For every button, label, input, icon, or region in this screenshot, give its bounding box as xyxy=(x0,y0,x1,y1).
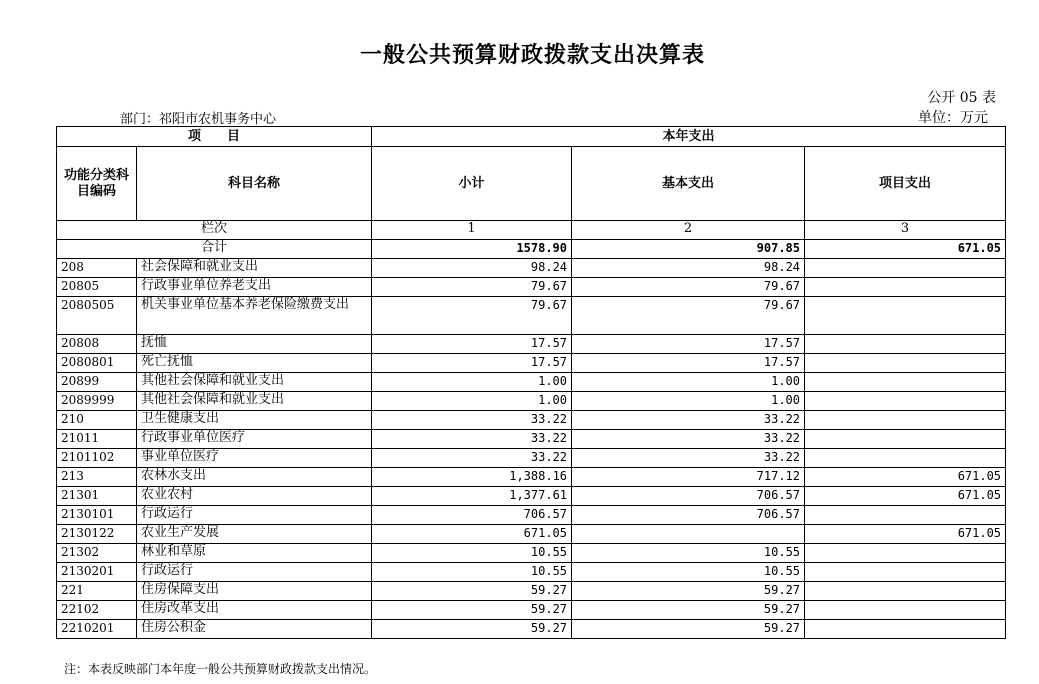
row-name: 死亡抚恤 xyxy=(137,354,372,373)
row-name: 卫生健康支出 xyxy=(137,411,372,430)
row-project: 671.05 xyxy=(805,487,1006,506)
row-project xyxy=(805,582,1006,601)
table-row xyxy=(57,354,1006,373)
row-basic: 59.27 xyxy=(572,582,805,601)
row-subtotal: 98.24 xyxy=(372,259,572,278)
table-row xyxy=(57,525,1006,544)
table-row xyxy=(57,487,1006,506)
row-basic: 59.27 xyxy=(572,601,805,620)
row-name: 行政事业单位医疗 xyxy=(137,430,372,449)
row-code: 2101102 xyxy=(57,449,137,468)
table-row xyxy=(57,468,1006,487)
row-basic: 10.55 xyxy=(572,544,805,563)
row-subtotal: 33.22 xyxy=(372,449,572,468)
row-project xyxy=(805,563,1006,582)
row-basic: 10.55 xyxy=(572,563,805,582)
row-project xyxy=(805,430,1006,449)
row-basic: 706.57 xyxy=(572,487,805,506)
footnote: 注：本表反映部门本年度一般公共预算财政拨款支出情况。 xyxy=(64,662,377,676)
row-basic: 33.22 xyxy=(572,449,805,468)
row-basic: 59.27 xyxy=(572,620,805,639)
row-name: 行政运行 xyxy=(137,563,372,582)
row-basic: 79.67 xyxy=(572,278,805,297)
row-name: 机关事业单位基本养老保险缴费支出 xyxy=(137,297,372,335)
row-subtotal: 1.00 xyxy=(372,392,572,411)
row-project xyxy=(805,506,1006,525)
row-code: 2130201 xyxy=(57,563,137,582)
page-title: 一般公共预算财政拨款支出决算表 xyxy=(359,42,705,68)
table-row xyxy=(57,373,1006,392)
column-number-row xyxy=(57,221,1006,240)
row-subtotal: 671.05 xyxy=(372,525,572,544)
row-project: 671.05 xyxy=(805,525,1006,544)
row-code: 210 xyxy=(57,411,137,430)
row-project xyxy=(805,259,1006,278)
row-basic: 98.24 xyxy=(572,259,805,278)
row-subtotal: 79.67 xyxy=(372,297,572,335)
row-basic: 1.00 xyxy=(572,373,805,392)
department-label: 部门：祁阳市农机事务中心 xyxy=(120,112,277,127)
row-code: 21011 xyxy=(57,430,137,449)
row-code: 2130101 xyxy=(57,506,137,525)
row-subtotal: 17.57 xyxy=(372,335,572,354)
row-project xyxy=(805,278,1006,297)
row-subtotal: 33.22 xyxy=(372,430,572,449)
row-code: 2210201 xyxy=(57,620,137,639)
table-row xyxy=(57,297,1006,335)
row-project xyxy=(805,354,1006,373)
row-name: 社会保障和就业支出 xyxy=(137,259,372,278)
row-name: 农业农村 xyxy=(137,487,372,506)
column-number-2: 2 xyxy=(572,221,805,240)
row-name: 住房改革支出 xyxy=(137,601,372,620)
row-subtotal: 33.22 xyxy=(372,411,572,430)
row-code: 20805 xyxy=(57,278,137,297)
column-number-3: 3 xyxy=(805,221,1006,240)
header-item: 项 目 xyxy=(57,127,372,147)
row-basic: 17.57 xyxy=(572,354,805,373)
row-code: 221 xyxy=(57,582,137,601)
column-number-1: 1 xyxy=(372,221,572,240)
row-subtotal: 1,377.61 xyxy=(372,487,572,506)
table-row xyxy=(57,430,1006,449)
header-row-2 xyxy=(57,147,1006,221)
row-code: 2089999 xyxy=(57,392,137,411)
row-name: 行政事业单位养老支出 xyxy=(137,278,372,297)
header-project: 项目支出 xyxy=(805,147,1006,221)
row-basic: 79.67 xyxy=(572,297,805,335)
row-project: 671.05 xyxy=(805,468,1006,487)
header-row-1 xyxy=(57,127,1006,147)
row-subtotal: 59.27 xyxy=(372,582,572,601)
row-subtotal: 1,388.16 xyxy=(372,468,572,487)
table-row xyxy=(57,335,1006,354)
total-basic: 907.85 xyxy=(572,240,805,259)
row-code: 21301 xyxy=(57,487,137,506)
row-code: 2080801 xyxy=(57,354,137,373)
table-row xyxy=(57,544,1006,563)
row-name: 其他社会保障和就业支出 xyxy=(137,392,372,411)
total-project: 671.05 xyxy=(805,240,1006,259)
unit-label: 单位：万元 xyxy=(918,110,988,126)
total-row xyxy=(57,240,1006,259)
row-project xyxy=(805,297,1006,335)
row-code: 2130122 xyxy=(57,525,137,544)
table-row xyxy=(57,392,1006,411)
table-row xyxy=(57,449,1006,468)
total-label: 合计 xyxy=(57,240,372,259)
row-code: 213 xyxy=(57,468,137,487)
table-row xyxy=(57,259,1006,278)
row-basic: 1.00 xyxy=(572,392,805,411)
row-basic: 17.57 xyxy=(572,335,805,354)
header-current-year: 本年支出 xyxy=(372,127,1006,147)
table-row xyxy=(57,411,1006,430)
row-subtotal: 706.57 xyxy=(372,506,572,525)
header-basic: 基本支出 xyxy=(572,147,805,221)
row-code: 20808 xyxy=(57,335,137,354)
row-code: 2080505 xyxy=(57,297,137,335)
row-project xyxy=(805,411,1006,430)
row-name: 农林水支出 xyxy=(137,468,372,487)
row-basic: 33.22 xyxy=(572,430,805,449)
row-basic: 33.22 xyxy=(572,411,805,430)
row-project xyxy=(805,601,1006,620)
row-code: 20899 xyxy=(57,373,137,392)
row-code: 22102 xyxy=(57,601,137,620)
row-code: 21302 xyxy=(57,544,137,563)
table-row xyxy=(57,620,1006,639)
row-basic: 706.57 xyxy=(572,506,805,525)
table-row xyxy=(57,601,1006,620)
row-name: 事业单位医疗 xyxy=(137,449,372,468)
row-name: 住房保障支出 xyxy=(137,582,372,601)
row-name: 其他社会保障和就业支出 xyxy=(137,373,372,392)
expenditure-table xyxy=(56,126,1006,639)
row-subtotal: 79.67 xyxy=(372,278,572,297)
row-subtotal: 1.00 xyxy=(372,373,572,392)
row-basic xyxy=(572,525,805,544)
row-name: 抚恤 xyxy=(137,335,372,354)
row-subtotal: 59.27 xyxy=(372,620,572,639)
row-name: 林业和草原 xyxy=(137,544,372,563)
row-project xyxy=(805,392,1006,411)
row-basic: 717.12 xyxy=(572,468,805,487)
table-row xyxy=(57,582,1006,601)
header-subject-name: 科目名称 xyxy=(137,147,372,221)
row-code: 208 xyxy=(57,259,137,278)
row-subtotal: 59.27 xyxy=(372,601,572,620)
row-name: 行政运行 xyxy=(137,506,372,525)
column-number-label: 栏次 xyxy=(57,221,372,240)
row-subtotal: 10.55 xyxy=(372,544,572,563)
total-subtotal: 1578.90 xyxy=(372,240,572,259)
table-row xyxy=(57,278,1006,297)
row-subtotal: 17.57 xyxy=(372,354,572,373)
header-func-code: 功能分类科目编码 xyxy=(57,147,137,221)
row-project xyxy=(805,544,1006,563)
row-name: 农业生产发展 xyxy=(137,525,372,544)
table-row xyxy=(57,506,1006,525)
table-row xyxy=(57,563,1006,582)
form-number: 公开 05 表 xyxy=(927,90,996,106)
row-subtotal: 10.55 xyxy=(372,563,572,582)
row-project xyxy=(805,620,1006,639)
header-subtotal: 小计 xyxy=(372,147,572,221)
row-project xyxy=(805,449,1006,468)
row-project xyxy=(805,335,1006,354)
row-name: 住房公积金 xyxy=(137,620,372,639)
row-project xyxy=(805,373,1006,392)
